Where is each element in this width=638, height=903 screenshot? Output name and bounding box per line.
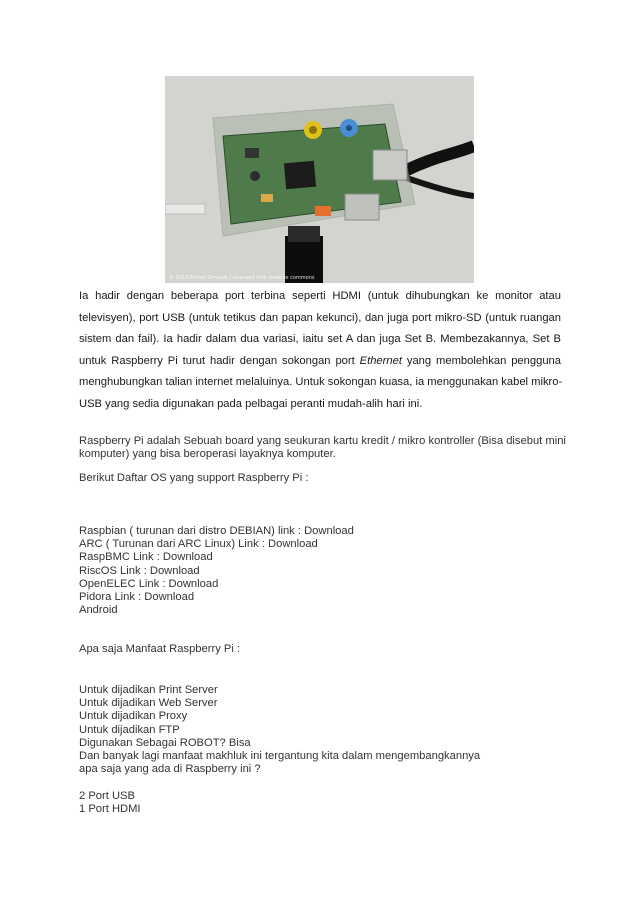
ethernet-term: Ethernet: [359, 354, 402, 367]
uses-heading: Apa saja Manfaat Raspberry Pi :: [79, 643, 241, 655]
uses-list-item: Digunakan Sebagai ROBOT? Bisa: [79, 736, 251, 749]
intro-line4-post: yang membolehkan pengguna: [401, 354, 561, 367]
os-list-item: OpenELEC Link : Download: [79, 577, 219, 590]
raspberry-pi-illustration: [165, 76, 474, 283]
uses-list-item: Dan banyak lagi manfaat makhluk ini tergantung kita dalam mengembangkannya: [79, 750, 481, 763]
uses-list: [79, 684, 480, 776]
intro-paragraph: [79, 286, 561, 415]
raspberry-pi-photo: [165, 76, 474, 283]
os-list: [79, 525, 354, 617]
os-list-item: Pidora Link : Download: [79, 591, 195, 604]
os-list-item: RaspBMC Link : Download: [79, 551, 213, 564]
os-list-item: ARC ( Turunan dari ARC Linux) Link : Download: [79, 538, 318, 551]
intro-line: sistem dan fail). Ia hadir dalam dua variasi, iaitu set A dan juga Set B. Membezakannya, Set B: [79, 333, 561, 345]
uses-list-item: Untuk dijadikan FTP: [79, 723, 180, 736]
ports-list-item: 2 Port USB: [79, 790, 135, 802]
os-list-item: RiscOS Link : Download: [79, 564, 200, 577]
ports-list: [79, 790, 141, 816]
photo-credit: © 2013 Antoni Simonik / Licensed with creative commons: [169, 275, 315, 281]
ports-list-item: 1 Port HDMI: [79, 803, 141, 816]
intro-line: Ia hadir dengan beberapa port terbina seperti HDMI (untuk dihubungkan ke monitor atau: [79, 290, 561, 302]
os-heading: Berikut Daftar OS yang support Raspberry Pi :: [79, 472, 309, 484]
intro-line: menghubungkan talian internet melaluinya. Untuk sokongan kuasa, ia menggunakan kabel mikro-: [79, 376, 563, 388]
description-line: komputer) yang bisa beroperasi layaknya komputer.: [79, 448, 336, 461]
uses-list-item: Untuk dijadikan Proxy: [79, 710, 188, 723]
intro-line-ethernet: [79, 351, 561, 373]
intro-line: televisyen), port USB (untuk tetikus dan papan kekunci), dan juga port mikro-SD (untuk ruangan: [79, 311, 561, 324]
os-list-item: Raspbian ( turunan dari distro DEBIAN) link : Download: [79, 525, 354, 537]
intro-line4-pre: untuk Raspberry Pi turut hadir dengan sokongan port: [79, 354, 360, 367]
uses-list-item: apa saja yang ada di Raspberry ini ?: [79, 763, 261, 776]
description-paragraph: [79, 435, 566, 461]
intro-line: USB yang sedia digunakan pada pelbagai peranti mudah-alih hari ini.: [79, 397, 423, 410]
os-list-item: Android: [79, 604, 118, 617]
uses-list-item: Untuk dijadikan Web Server: [79, 697, 218, 710]
description-line: Raspberry Pi adalah Sebuah board yang seukuran kartu kredit / mikro kontroller (Bisa disebut mini: [79, 435, 566, 447]
uses-list-item: Untuk dijadikan Print Server: [79, 684, 218, 696]
